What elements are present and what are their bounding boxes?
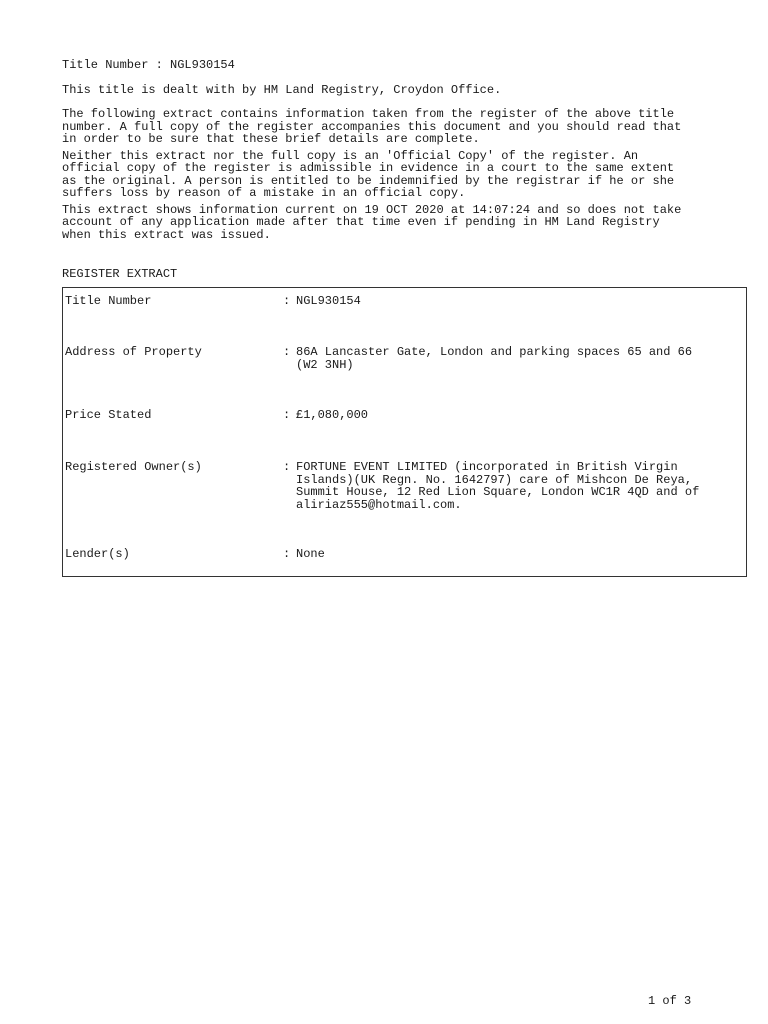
- row-value: NGL930154: [296, 294, 361, 308]
- intro-paragraph-2: Neither this extract nor the full copy is an 'Official Copy' of the register. An official copy of the register is admissible in evidence in a court to the same extent as the original. A person is entitled to be indemnified by the registrar if he or she suffers loss by reason of a mistake in an official copy.: [62, 148, 675, 200]
- title-number-line: Title Number : NGL930154: [62, 58, 235, 72]
- row-colon: :: [283, 408, 291, 422]
- row-colon: :: [283, 460, 291, 474]
- row-value: None: [296, 547, 325, 561]
- row-colon: :: [283, 547, 291, 561]
- row-value: 86A Lancaster Gate, London and parking spaces 65 and 66 (W2 3NH): [296, 345, 693, 372]
- row-label: Address of Property: [65, 345, 202, 359]
- row-colon: :: [283, 345, 291, 359]
- row-value: £1,080,000: [296, 408, 369, 422]
- row-label: Lender(s): [65, 547, 130, 561]
- row-label: Price Stated: [65, 408, 152, 422]
- row-label: Title Number: [65, 294, 152, 308]
- page-indicator: 1 of 3: [648, 994, 692, 1008]
- register-extract-table: [62, 287, 747, 577]
- row-colon: :: [283, 294, 291, 308]
- intro-paragraph-1: The following extract contains information taken from the register of the above title number. A full copy of the register accompanies this document and you should read that in order to be sure that these brief details are complete.: [62, 107, 682, 146]
- register-extract-heading: REGISTER EXTRACT: [62, 267, 178, 281]
- intro-paragraph-3: This extract shows information current on 19 OCT 2020 at 14:07:24 and so does not take account of any application made after that time even if pending in HM Land Registry when this extract was issued.: [62, 202, 682, 242]
- dealt-with-line: This title is dealt with by HM Land Registry, Croydon Office.: [62, 82, 502, 97]
- row-value: FORTUNE EVENT LIMITED (incorporated in British Virgin Islands)(UK Regn. No. 1642797) care of Mishcon De Reya, Summit House, 12 Red Lion Square, London WC1R 4QD and of aliriaz555@hotmail.com.: [296, 460, 700, 512]
- intro-section: [62, 59, 732, 241]
- row-label: Registered Owner(s): [65, 460, 202, 474]
